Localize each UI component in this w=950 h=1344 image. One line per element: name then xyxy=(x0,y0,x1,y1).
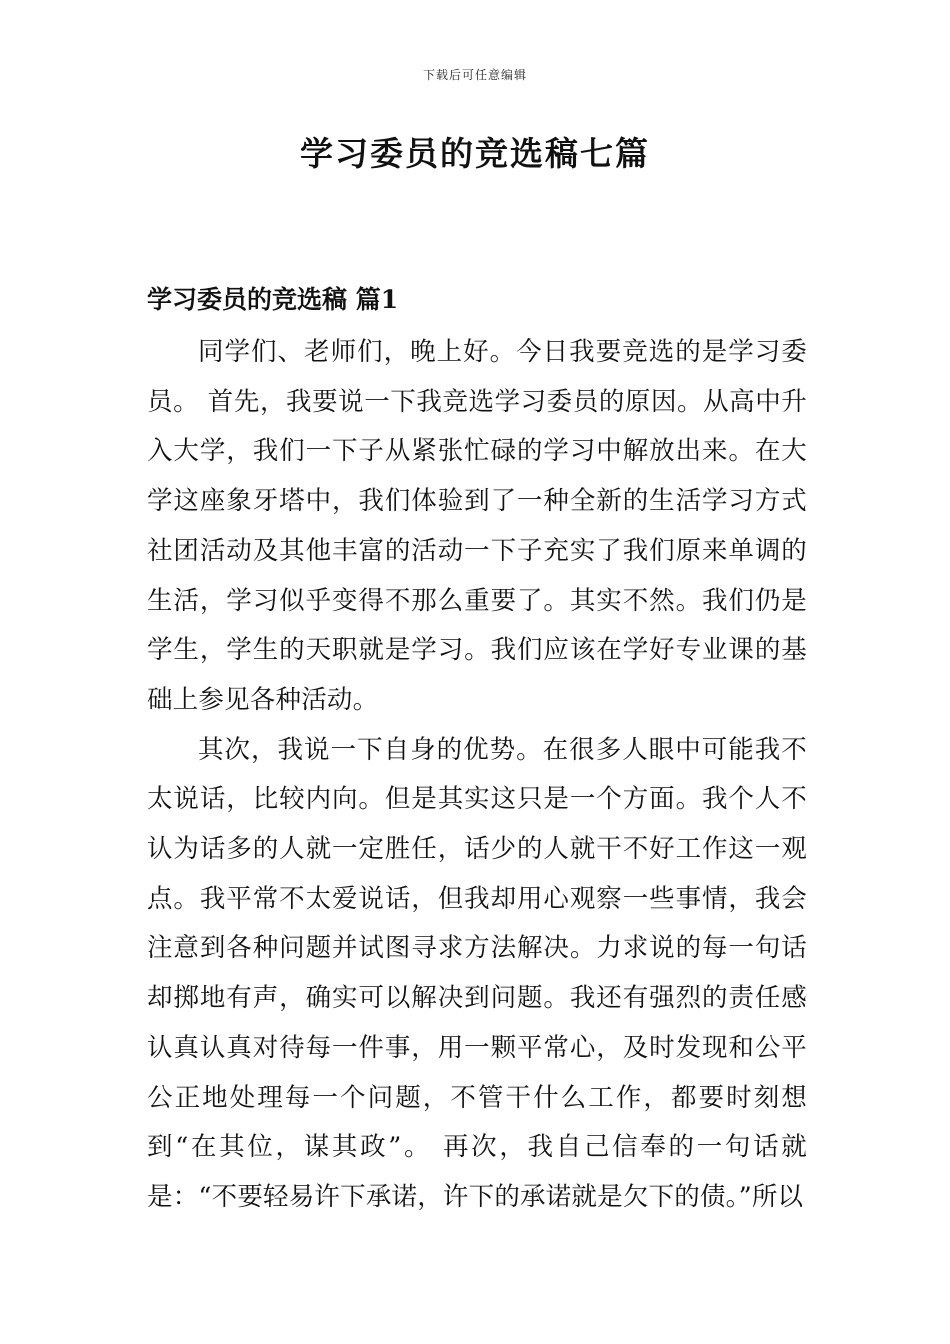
section-heading: 学习委员的竞选稿 篇1 xyxy=(147,285,399,314)
document-title: 学习委员的竞选稿七篇 xyxy=(300,134,650,173)
body-text xyxy=(147,328,807,1223)
paragraph-1: 同学们、老师们，晚上好。今日我要竞选的是学习委员。 首先，我要说一下我竞选学习委员的原因。从高中升入大学，我们一下子从紧张忙碌的学习中解放出来。在大学这座象牙塔中，我们体验到了一种全新的生活学习方式社团活动及其他丰富的活动一下子充实了我们原来单调的生活，学习似乎变得不那么重要了。其实不然。我们仍是学生，学生的天职就是学习。我们应该在学好专业课的基础上参见各种活动。 xyxy=(147,337,807,715)
paragraph-2: 其次，我说一下自身的优势。在很多人眼中可能我不太说话，比较内向。但是其实这只是一个方面。我个人不认为话多的人就一定胜任，话少的人就干不好工作这一观点。我平常不太爱说话，但我却用心观察一些事情，我会注意到各种问题并试图寻求方法解决。力求说的每一句话却掷地有声，确实可以解决到问题。我还有强烈的责任感认真认真对待每一件事，用一颗平常心，及时发现和公平公正地处理每一个问题，不管干什么工作，都要时刻想到“在其位，谋其政”。 再次，我自己信奉的一句话就是：“不要轻易许下承诺，许下的承诺就是欠下的债。”所以 xyxy=(147,734,807,1212)
header-note: 下载后可任意编辑 xyxy=(422,68,527,82)
